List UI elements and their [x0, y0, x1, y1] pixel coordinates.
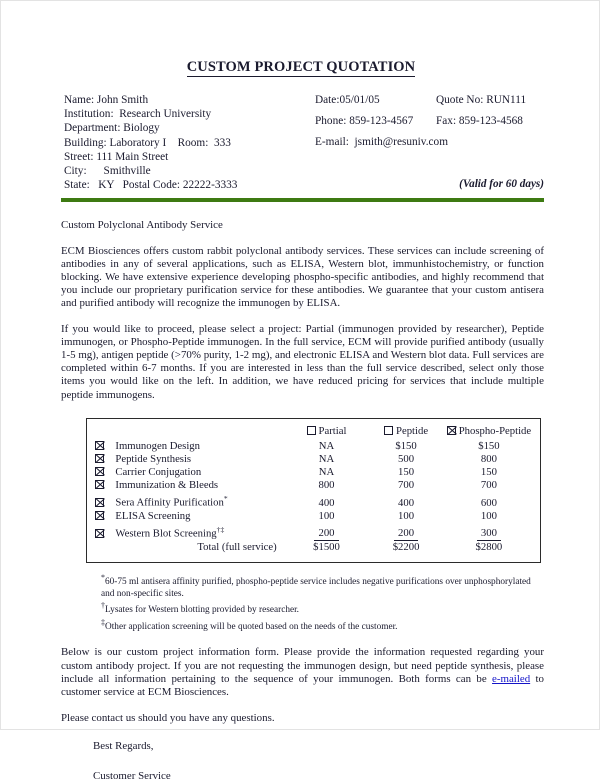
row-label-carrier-conjugation: Carrier Conjugation — [115, 466, 202, 479]
footnote-2-text: Lysates for Western blotting provided by researcher. — [105, 605, 299, 616]
customer-department: Department: Biology — [64, 122, 160, 135]
form-instructions-post: to customer service at ECM Biosciences. — [61, 672, 544, 699]
price-immunogen-design-phospho: $150 — [478, 439, 500, 452]
checkbox-peptide-synthesis[interactable] — [95, 454, 104, 463]
header-checkbox-spacer — [95, 425, 115, 440]
total-phospho: $2800 — [475, 540, 503, 553]
validity-note: (Valid for 60 days) — [459, 178, 544, 191]
row-checkbox-cell-immunogen-design[interactable] — [95, 440, 115, 453]
row-label-sera-affinity-purification — [115, 492, 286, 510]
header-divider — [61, 198, 544, 202]
quote-phone: Phone: 859-123-4567 — [315, 115, 414, 128]
signature: Customer Service — [93, 769, 171, 782]
footnote-2 — [101, 600, 541, 617]
table-row — [95, 479, 532, 492]
quote-email: E-mail: jsmith@resuniv.com — [315, 136, 448, 149]
footnote-1-marker: * — [101, 572, 105, 582]
page-title — [1, 59, 600, 76]
table-row — [95, 466, 532, 479]
price-carrier-conjugation-partial: NA — [318, 466, 335, 479]
price-sera-affinity-phospho: 600 — [480, 496, 497, 509]
checkbox-carrier-conjugation[interactable] — [95, 467, 104, 476]
price-peptide-synthesis-phospho: 800 — [480, 453, 497, 466]
row-label-immunogen-design: Immunogen Design — [115, 439, 200, 452]
checkbox-immunogen-design[interactable] — [95, 441, 104, 450]
column-header-peptide[interactable] — [366, 425, 446, 440]
price-elisa-screening-phospho: 100 — [480, 509, 497, 522]
price-immunization-bleeds-partial: 800 — [318, 479, 335, 492]
sign-off: Best Regards, — [93, 739, 154, 752]
customer-city: City: Smithville — [64, 165, 151, 178]
price-value: 300 — [477, 528, 501, 541]
row-checkbox-cell-immunization-bleeds[interactable] — [95, 479, 115, 492]
customer-state-postal: State: KY Postal Code: 22222-3333 — [64, 179, 238, 192]
price-immunogen-design-peptide: $150 — [395, 439, 417, 452]
table-row — [95, 523, 532, 541]
price-western-blot-peptide — [366, 523, 446, 541]
price-peptide-synthesis-peptide: 500 — [398, 453, 415, 466]
pricing-table-container — [86, 418, 541, 563]
checkbox-partial[interactable] — [307, 426, 316, 435]
table-row — [95, 440, 532, 453]
pricing-table — [95, 425, 532, 554]
price-sera-affinity-partial: 400 — [318, 496, 335, 509]
footnote-marker-asterisk: * — [223, 494, 228, 504]
price-carrier-conjugation-peptide: 150 — [398, 466, 415, 479]
footnote-1 — [101, 572, 541, 600]
column-header-partial[interactable] — [287, 425, 367, 440]
footnote-1-text: 60-75 ml antisera affinity purified, phospho-peptide service includes negative purifications over unphosphorylated and non-specific sites. — [101, 576, 531, 599]
form-instructions-paragraph — [61, 646, 544, 699]
row-label-text: Sera Affinity Purification — [115, 496, 224, 509]
price-immunization-bleeds-peptide: 700 — [398, 479, 415, 492]
customer-info-block — [64, 93, 306, 192]
price-elisa-screening-peptide: 100 — [398, 509, 415, 522]
row-checkbox-cell-peptide-synthesis[interactable] — [95, 453, 115, 466]
selection-paragraph: If you would like to proceed, please select a project: Partial (immunogen provided by researcher), Peptide immunogen, or Phospho-Peptide immunogen. In the full service, ECM will provide purified antibody (usually 1-5 mg), antigen peptide (>70% purity, 1-2 mg), and electronic ELISA and Western blot data. Full services are completed within 6-7 months. If you are interested in less than the full service described, select only those items you would like on the left. In addition, we have reduced pricing for services that include multiple peptide immunogens. — [61, 322, 544, 401]
table-header-row — [95, 425, 532, 440]
row-label-text: Western Blot Screening — [115, 527, 217, 540]
customer-street: Street: 111 Main Street — [64, 150, 169, 163]
customer-building-room: Building: Laboratory I Room: 333 — [64, 136, 231, 149]
footnote-3-marker: ‡ — [101, 617, 105, 627]
column-label-peptide: Peptide — [396, 424, 429, 437]
table-row — [95, 492, 532, 510]
row-checkbox-cell-carrier-conjugation[interactable] — [95, 466, 115, 479]
closing-block — [1, 646, 600, 782]
footnote-marker-dagger-doubledagger: †‡ — [216, 525, 225, 535]
price-immunization-bleeds-phospho: 700 — [480, 479, 497, 492]
price-western-blot-phospho — [446, 523, 532, 541]
footnotes-block — [101, 572, 541, 634]
price-value: 200 — [314, 528, 338, 541]
total-label: Total (full service) — [197, 540, 277, 553]
total-partial: $1500 — [313, 540, 340, 553]
column-header-phospho-peptide[interactable] — [446, 425, 532, 440]
row-label-western-blot-screening — [115, 523, 286, 541]
checkbox-phospho-peptide[interactable] — [447, 426, 456, 435]
price-peptide-synthesis-partial: NA — [318, 453, 335, 466]
table-row — [95, 510, 532, 523]
quote-date: Date:05/01/05 — [315, 94, 380, 106]
table-total-row — [95, 541, 532, 554]
row-label-peptide-synthesis: Peptide Synthesis — [115, 453, 192, 466]
contact-line: Please contact us should you have any questions. — [61, 712, 275, 725]
total-checkbox-spacer — [95, 541, 115, 554]
checkbox-immunization-bleeds[interactable] — [95, 480, 104, 489]
pricing-table-body — [95, 440, 532, 554]
footnote-3-text: Other application screening will be quoted based on the needs of the customer. — [105, 621, 398, 632]
table-row — [95, 453, 532, 466]
form-instructions-pre: Below is our custom project information form. Please provide the information requested regarding your custom antibody project. If you are not requesting the immunogen design, but need peptide synthesis, please include all information pertaining to the sequence of your immunogen. Both forms can be — [61, 646, 544, 685]
intro-paragraph: ECM Biosciences offers custom rabbit polyclonal antibody services. These services can include screening of antibodies in any of several applications, such as ELISA, Western blot, immunhistochemistry, or function blocking. We have extensive experience developing phospho-specific antibodies, and highly recommend that you include our proprietary purification service for these antibodies. We guarantee that your custom antisera and purified antibody will recognize the immunogen by ELISA. — [61, 244, 544, 310]
price-value: 200 — [394, 528, 418, 541]
document-body — [1, 1, 600, 783]
customer-name: Name: John Smith — [64, 94, 149, 106]
column-label-phospho-peptide: Phospho-Peptide — [458, 424, 532, 437]
total-peptide: $2200 — [392, 540, 420, 553]
column-label-partial: Partial — [318, 424, 347, 437]
quote-number: Quote No: RUN111 — [436, 94, 527, 106]
price-elisa-screening-partial: 100 — [318, 509, 335, 522]
row-label-immunization-bleeds: Immunization & Bleeds — [115, 479, 219, 492]
footnote-2-marker: † — [101, 601, 105, 611]
row-checkbox-cell-sera-affinity-purification[interactable] — [95, 492, 115, 510]
price-western-blot-partial — [287, 523, 367, 541]
row-checkbox-cell-western-blot-screening[interactable] — [95, 523, 115, 541]
row-label-elisa-screening: ELISA Screening — [115, 509, 191, 522]
service-heading: Custom Polyclonal Antibody Service — [61, 219, 223, 232]
body-text-block — [1, 219, 600, 401]
header-item-spacer — [115, 425, 286, 440]
footnote-3 — [101, 617, 541, 634]
email-link[interactable]: e-mailed — [492, 672, 531, 685]
checkbox-elisa-screening[interactable] — [95, 511, 104, 520]
checkbox-peptide[interactable] — [384, 426, 393, 435]
page-title-text: CUSTOM PROJECT QUOTATION — [186, 59, 416, 75]
checkbox-western-blot-screening[interactable] — [95, 529, 104, 538]
price-sera-affinity-peptide: 400 — [398, 496, 415, 509]
quote-fax: Fax: 859-123-4568 — [436, 115, 523, 128]
row-checkbox-cell-elisa-screening[interactable] — [95, 510, 115, 523]
customer-institution: Institution: Research University — [64, 108, 212, 121]
checkbox-sera-affinity-purification[interactable] — [95, 498, 104, 507]
price-carrier-conjugation-phospho: 150 — [480, 466, 497, 479]
price-immunogen-design-partial: NA — [318, 439, 335, 452]
